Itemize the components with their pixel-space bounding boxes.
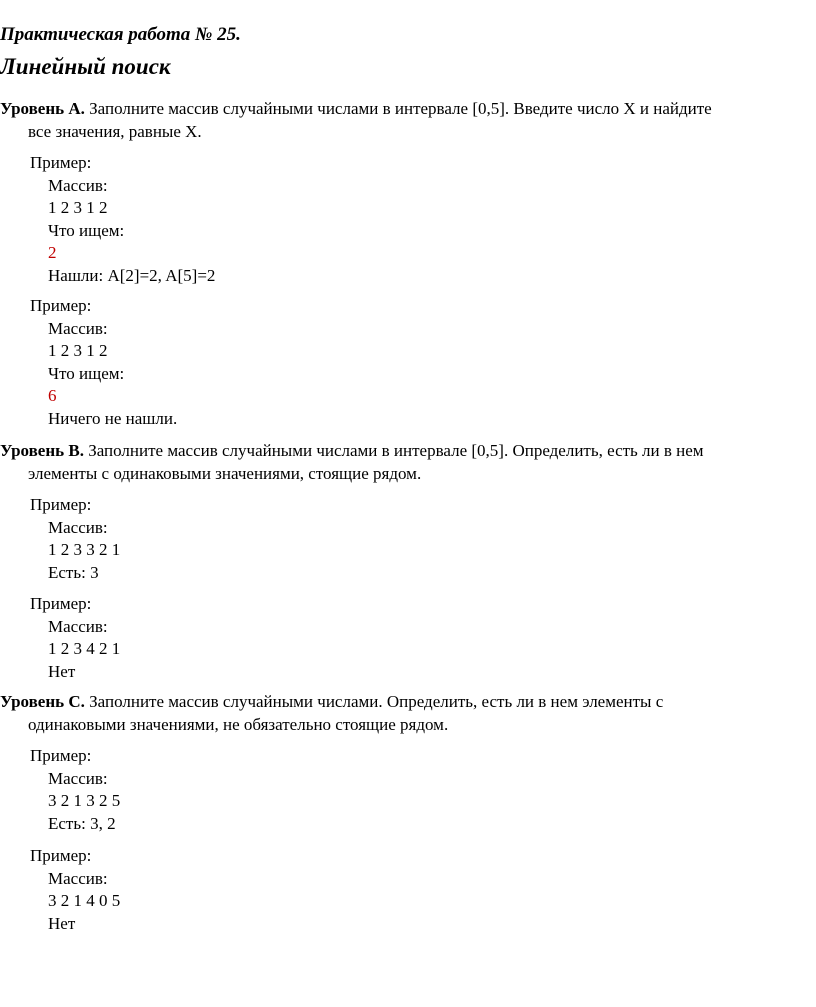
array-label: Массив: bbox=[48, 868, 108, 888]
array-values: 3 2 1 3 2 5 bbox=[48, 791, 121, 810]
level-a-label: Уровень А. bbox=[0, 99, 85, 118]
level-a-task bbox=[0, 97, 812, 143]
level-a-example-2 bbox=[30, 295, 177, 430]
result-text: Есть: 3 bbox=[48, 562, 99, 582]
array-values: 3 2 1 4 0 5 bbox=[48, 891, 121, 910]
result-text: Ничего не нашли. bbox=[48, 408, 178, 428]
result-text: Нет bbox=[48, 913, 76, 933]
example-label: Пример: bbox=[30, 296, 92, 315]
array-label: Массив: bbox=[48, 517, 108, 537]
level-b-label: Уровень В. bbox=[0, 441, 84, 460]
array-values: 1 2 3 3 2 1 bbox=[48, 540, 121, 559]
array-label: Массив: bbox=[48, 768, 108, 788]
level-a-example-1 bbox=[30, 152, 215, 287]
example-label: Пример: bbox=[30, 594, 92, 613]
level-c-task bbox=[0, 690, 812, 736]
example-label: Пример: bbox=[30, 153, 92, 172]
array-values: 1 2 3 4 2 1 bbox=[48, 639, 121, 658]
array-label: Массив: bbox=[48, 318, 108, 338]
array-values: 1 2 3 1 2 bbox=[48, 198, 108, 217]
level-b-text: Заполните массив случайными числами в интервале [0,5]. Определить, есть ли в нем bbox=[88, 441, 704, 460]
level-c-example-1 bbox=[30, 745, 120, 835]
level-a-text: Заполните массив случайными числами в интервале [0,5]. Введите число Х и найдите bbox=[89, 99, 712, 118]
level-c-label: Уровень С. bbox=[0, 692, 85, 711]
query-label: Что ищем: bbox=[48, 363, 125, 383]
result-text: Нашли: A[2]=2, A[5]=2 bbox=[48, 265, 216, 285]
page-title: Практическая работа № 25. bbox=[0, 24, 241, 45]
level-c-example-2 bbox=[30, 845, 120, 935]
level-b-example-2 bbox=[30, 593, 120, 683]
query-label: Что ищем: bbox=[48, 220, 125, 240]
query-value: 6 bbox=[48, 386, 57, 405]
query-value: 2 bbox=[48, 243, 57, 262]
array-values: 1 2 3 1 2 bbox=[48, 341, 108, 360]
level-c-text-cont: одинаковыми значениями, не обязательно стоящие рядом. bbox=[28, 715, 449, 734]
example-label: Пример: bbox=[30, 846, 92, 865]
example-label: Пример: bbox=[30, 746, 92, 765]
level-b-text-cont: элементы с одинаковыми значениями, стоящие рядом. bbox=[28, 464, 422, 483]
level-a-text-cont: все значения, равные Х. bbox=[28, 122, 202, 141]
level-b-example-1 bbox=[30, 494, 120, 584]
array-label: Массив: bbox=[48, 616, 108, 636]
array-label: Массив: bbox=[48, 175, 108, 195]
page-subtitle: Линейный поиск bbox=[0, 54, 171, 79]
level-b-task bbox=[0, 439, 812, 485]
result-text: Есть: 3, 2 bbox=[48, 813, 116, 833]
result-text: Нет bbox=[48, 661, 76, 681]
level-c-text: Заполните массив случайными числами. Определить, есть ли в нем элементы с bbox=[89, 692, 664, 711]
example-label: Пример: bbox=[30, 495, 92, 514]
